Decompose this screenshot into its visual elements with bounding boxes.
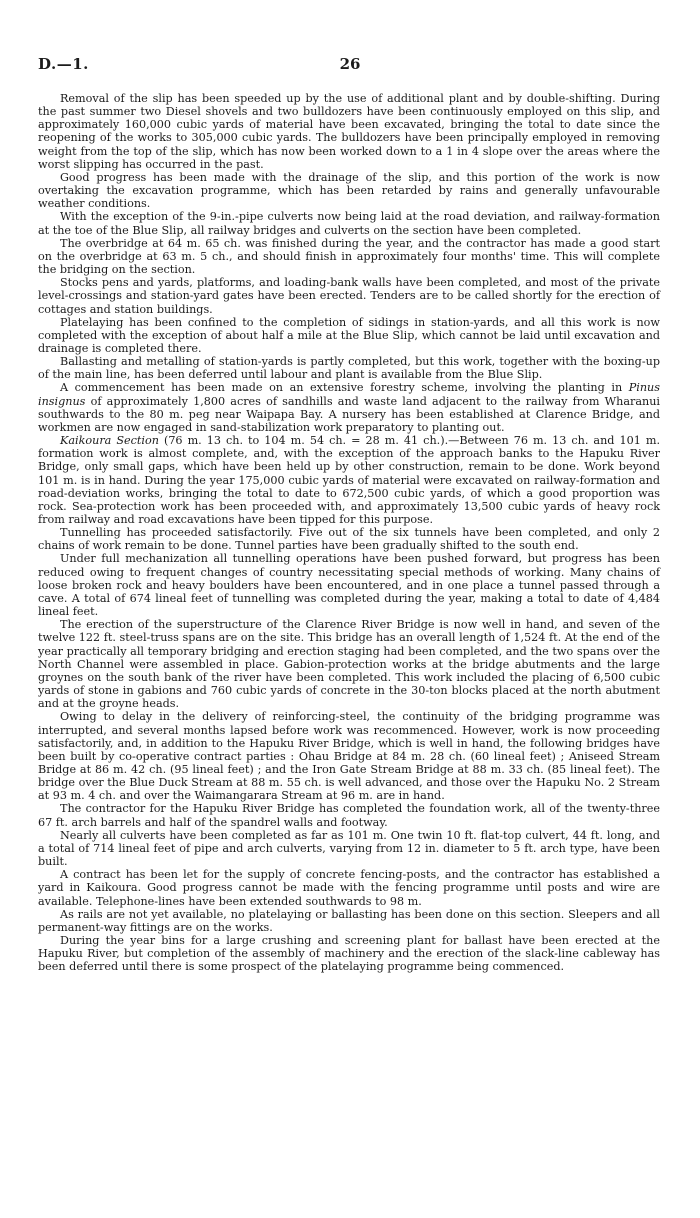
page-header: [38, 55, 662, 77]
paragraph: As rails are not yet available, no platelaying or ballasting has been done on this section. Sleepers and all permanent-way fittings are on the works.: [38, 907, 660, 934]
paragraph: Stocks pens and yards, platforms, and loading-bank walls have been completed, and most of the private level-crossings and station-yard gates have been erected. Tenders are to be called shortly for the erection of cottages and station buildings.: [38, 276, 660, 316]
paragraph: Kaikoura Section (76 m. 13 ch. to 104 m. 54 ch. = 28 m. 41 ch.).—Between 76 m. 13 ch. and 101 m. formation work is almost complete, and, with the exception of the approach banks to the Hapuku River Bridge, only small gaps, which have been held up by other construction, remain to be done. Work beyond 101 m. is in hand. During the year 175,000 cubic yards of material were excavated on railway-formation and road-deviation works, bringing the total to date to 672,500 cubic yards, of which a good proportion was rock. Sea-protection work has been proceeded with, and approximately 13,500 cubic yards of heavy rock from railway and road excavations have been tipped for this purpose.: [38, 434, 661, 526]
body-text: [38, 92, 660, 973]
paragraph: Under full mechanization all tunnelling operations have been pushed forward, but progress has been reduced owing to frequent changes of country necessitating special methods of working. Many chains of loose broken rock and heavy boulders have been encountered, and in one place a tunnel passed through a cave. A total of 674 lineal feet of tunnelling was completed during the year, making a total to date of 4,484 lineal feet.: [38, 552, 660, 619]
paragraph: Tunnelling has proceeded satisfactorily. Five out of the six tunnels have been completed, and only 2 chains of work remain to be done. Tunnel parties have been gradually shifted to the south end.: [38, 526, 660, 553]
paragraph: Removal of the slip has been speeded up by the use of additional plant and by double-shifting. During the past summer two Diesel shovels and two bulldozers have been continuously employed on this slip, and approximately 160,000 cubic yards of material have been excavated, bringing the total to date since the reopening of the works to 305,000 cubic yards. The bulldozers have been principally employed in removing weight from the top of the slip, which has now been worked down to a 1 in 4 slope over the areas where the worst slipping has occurred in the past.: [38, 92, 660, 171]
document-code: D.—1.: [38, 55, 89, 73]
page-number: 26: [339, 55, 361, 73]
paragraph: The erection of the superstructure of the Clarence River Bridge is now well in hand, and seven of the twelve 122 ft. steel-truss spans are on the site. This bridge has an overall length of 1,524 ft. At the end of the year practically all temporary bridging and erection staging had been completed, and the two spans over the North Channel were assembled in place. Gabion-protection works at the bridge abutments and the large groynes on the south bank of the river have been completed. This work included the placing of 6,500 cubic yards of stone in gabions and 760 cubic yards of concrete in the 30-ton blocks placed at the north abutment and at the groyne heads.: [38, 618, 660, 711]
paragraph: Ballasting and metalling of station-yards is partly completed, but this work, together with the boxing-up of the main line, has been deferred until labour and plant is available from the Blue Slip.: [38, 355, 660, 382]
paragraph: The contractor for the Hapuku River Bridge has completed the foundation work, all of the twenty-three 67 ft. arch barrels and half of the spandrel walls and footway.: [38, 802, 660, 829]
paragraph: Platelaying has been confined to the completion of sidings in station-yards, and all this work is now completed with the exception of about half a mile at the Blue Slip, which cannot be laid until excavation and drainage is completed there.: [38, 315, 660, 355]
paragraph: During the year bins for a large crushing and screening plant for ballast have been erected at the Hapuku River, but completion of the assembly of machinery and the erection of the slack-line cableway has been deferred until there is some prospect of the platelaying programme being commenced.: [38, 934, 660, 974]
paragraph: Good progress has been made with the drainage of the slip, and this portion of the work is now overtaking the excavation programme, which has been retarded by rains and generally unfavourable weather conditions.: [38, 170, 660, 211]
paragraph: The overbridge at 64 m. 65 ch. was finished during the year, and the contractor has made a good start on the overbridge at 63 m. 5 ch., and should finish in approximately four months' time. This will complete the bridging on the section.: [38, 236, 660, 277]
paragraph: A contract has been let for the supply of concrete fencing-posts, and the contractor has established a yard in Kaikoura. Good progress cannot be made with the fencing programme until posts and wire are available. Telephone-lines have been extended southwards to 98 m.: [38, 868, 660, 908]
paragraph: Nearly all culverts have been completed as far as 101 m. One twin 10 ft. flat-top culvert, 44 ft. long, and a total of 714 lineal feet of pipe and arch culverts, varying from 12 in. diameter to 5 ft. arch type, have been built.: [38, 828, 660, 869]
paragraph: Owing to delay in the delivery of reinforcing-steel, the continuity of the bridging programme was interrupted, and several months lapsed before work was recommenced. However, work is now proceeding satisfactorily, and, in addition to the Hapuku River Bridge, which is well in hand, the following bridges have been built by co-operative contract parties : Ohau Bridge at 84 m. 28 ch. (60 lineal feet) ; Aniseed Stream Bridge at 86 m. 42 ch. (95 lineal feet) ; and the Iron Gate Stream Bridge at 88 m. 33 ch. (85 lineal feet). The bridge over the Blue Duck Stream at 88 m. 55 ch. is well advanced, and those over the Hapuku No. 2 Stream at 93 m. 4 ch. and over the Waimangarara Stream at 96 m. are in hand.: [38, 710, 660, 803]
italic-phrase: Kaikoura Section: [60, 434, 159, 448]
paragraph: With the exception of the 9-in.-pipe culverts now being laid at the road deviation, and railway-formation at the toe of the Blue Slip, all railway bridges and culverts on the section have been completed.: [38, 210, 660, 237]
paragraph: A commencement has been made on an extensive forestry scheme, involving the planting in Pinus insignus of approximately 1,800 acres of sandhills and waste land adjacent to the railway from Wharanui southwards to the 80 m. peg near Waipapa Bay. A nursery has been established at Clarence Bridge, and workmen are now engaged in sand-stabilization work preparatory to planting out.: [38, 381, 660, 434]
italic-phrase: Pinus insignus: [38, 381, 660, 408]
